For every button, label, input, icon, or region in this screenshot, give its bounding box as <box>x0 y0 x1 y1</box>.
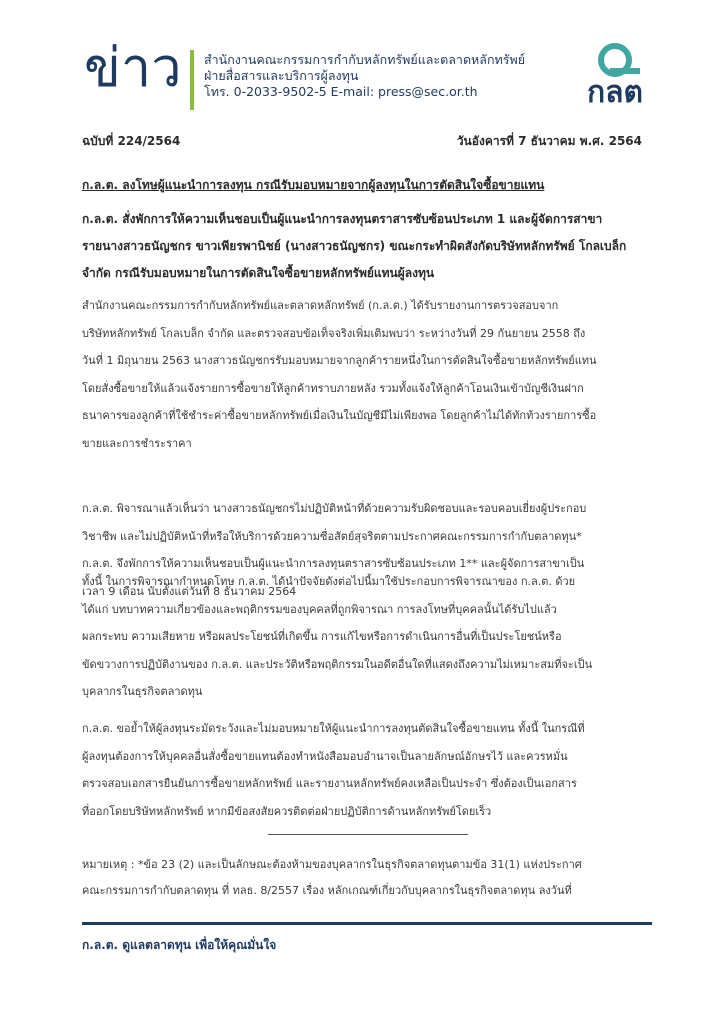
paragraph-line: ที่ออกโดยบริษัทหลักทรัพย์ หากมีข้อสงสัยควรติดต่อฝ่ายปฏิบัติการด้านหลักทรัพย์โดยเร็ว <box>82 804 492 818</box>
masthead-title: ข่าว <box>84 36 182 99</box>
paragraph-line: เวลา 9 เดือน นับตั้งแต่วันที่ 8 ธันวาคม 2564 <box>82 584 297 598</box>
footnote-line: หมายเหตุ : *ข้อ 23 (2) และเป็นลักษณะต้องห้ามของบุคลากรในธุรกิจตลาดทุนตามข้อ 31(1) แห่งประกาศ <box>82 858 582 871</box>
body-paragraph-1 <box>82 292 657 457</box>
footnote-line: คณะกรรมการกำกับตลาดทุน ที่ ทลธ. 8/2557 เรื่อง หลักเกณฑ์เกี่ยวกับบุคลากรในธุรกิจตลาดทุน ลงวันที่ <box>82 884 572 897</box>
logo-text: กลต <box>586 75 644 110</box>
paragraph-line: วันที่ 1 มิถุนายน 2563 นางสาวธนัญชกรรับมอบหมายจากลูกค้ารายหนึ่งในการตัดสินใจซื้อขายหลักทรัพย์แทน <box>82 354 597 367</box>
paragraph-line: วิชาชีพ และไม่ปฏิบัติหน้าที่หรือให้บริการด้วยความซื่อสัตย์สุจริตตามประกาศคณะกรรมการกำกับตลาดทุน* <box>82 529 582 543</box>
footer-slogan: ก.ล.ต. ดูแลตลาดทุน เพื่อให้คุณมั่นใจ <box>82 938 277 952</box>
section-divider <box>268 834 468 835</box>
paragraph-line: ธนาคารของลูกค้าที่ใช้ชำระค่าซื้อขายหลักทรัพย์เมื่อเงินในบัญชีมีไม่เพียงพอ โดยลูกค้าไม่ได้ทักท้วงรายการซื้อ <box>82 409 597 422</box>
paragraph-line: บุคลากรในธุรกิจตลาดทุน <box>82 685 203 698</box>
paragraph-line: โดยสั่งซื้อขายให้แล้วแจ้งรายการซื้อขายให้ลูกค้าทราบภายหลัง รวมทั้งแจ้งให้ลูกค้าโอนเงินเข้าบัญชีเงินฝาก <box>82 381 584 395</box>
office-block <box>204 52 525 100</box>
paragraph-line: ได้แก่ บทบาทความเกี่ยวข้องและพฤติกรรมของบุคคลที่ถูกพิจารณา การลงโทษที่บุคคลนั้นได้รับไปแล้ว <box>82 602 557 616</box>
sec-logo <box>580 42 650 114</box>
paragraph-line: ตรวจสอบเอกสารยืนยันการซื้อขายหลักทรัพย์ และรายงานหลักทรัพย์คงเหลือเป็นประจำ ซึ่งต้องเป็นเอกสาร <box>82 777 577 790</box>
paragraph-line: ขัดขวางการปฏิบัติงานของ ก.ล.ต. และประวัติหรือพฤติกรรมในอดีตอื่นใดที่แสดงถึงความไม่เหมาะสมที่จะเป็น <box>82 657 593 671</box>
paragraph-line: ขายและการชำระราคา <box>82 436 192 450</box>
paragraph-line: บริษัทหลักทรัพย์ โกลเบล็ก จำกัด และตรวจสอบข้อเท็จจริงเพิ่มเติมพบว่า ระหว่างวันที่ 29 กันยายน 2558 ถึง <box>82 326 586 340</box>
accent-bar <box>190 50 194 110</box>
department-name: ฝ่ายสื่อสารและบริการผู้ลงทุน <box>204 68 359 83</box>
footnote <box>82 852 657 904</box>
paragraph-line: ก.ล.ต. ขอย้ำให้ผู้ลงทุนระมัดระวังและไม่มอบหมายให้ผู้แนะนำการลงทุนตัดสินใจซื้อขายแทน ทั้งนี้ ในกรณีที่ <box>82 722 585 735</box>
contact-line: โทร. 0-2033-9502-5 E-mail: press@sec.or.th <box>204 84 478 99</box>
paragraph-line: สำนักงานคณะกรรมการกำกับหลักทรัพย์และตลาดหลักทรัพย์ (ก.ล.ต.) ได้รับรายงานการตรวจสอบจาก <box>82 299 559 312</box>
paragraph-line: ทั้งนี้ ในการพิจารณากำหนดโทษ ก.ล.ต. ได้นำปัจจัยดังต่อไปนี้มาใช้ประกอบการพิจารณาของ ก.ล.ต. ด้วย <box>82 575 576 588</box>
headline: ก.ล.ต. ลงโทษผู้แนะนำการลงทุน กรณีรับมอบหมายจากผู้ลงทุนในการตัดสินใจซื้อขายแทน <box>82 178 545 192</box>
subheadline-line: รายนางสาวธนัญชกร ขาวเพียรพานิชย์ (นางสาวธนัญชกร) ขณะกระทำผิดสังกัดบริษัทหลักทรัพย์ โกลเบล็ก <box>82 239 627 253</box>
footer-rule <box>82 922 652 925</box>
issue-date: วันอังคารที่ 7 ธันวาคม พ.ศ. 2564 <box>456 134 642 148</box>
letterhead <box>0 0 724 115</box>
subheadline <box>82 206 652 287</box>
subheadline-line: จำกัด กรณีรับมอบหมายในการตัดสินใจซื้อขายหลักทรัพย์แทนผู้ลงทุน <box>82 266 435 280</box>
office-name: สำนักงานคณะกรรมการกำกับหลักทรัพย์และตลาดหลักทรัพย์ <box>204 52 526 67</box>
issue-number: ฉบับที่ 224/2564 <box>82 134 181 148</box>
subheadline-line: ก.ล.ต. สั่งพักการให้ความเห็นชอบเป็นผู้แนะนำการลงทุนตราสารซับซ้อนประเภท 1 และผู้จัดการสาขา <box>82 212 603 226</box>
paragraph-line: ผลกระทบ ความเสียหาย หรือผลประโยชน์ที่เกิดขึ้น การแก้ไขหรือการดำเนินการอื่นที่เป็นประโยชน์หรือ <box>82 630 562 643</box>
body-paragraph-3 <box>82 568 657 706</box>
paragraph-line: ก.ล.ต. พิจารณาแล้วเห็นว่า นางสาวธนัญชกรไม่ปฏิบัติหน้าที่ด้วยความรับผิดชอบและรอบคอบเยี่ยงผู้ประกอบ <box>82 502 587 515</box>
paragraph-line: ก.ล.ต. จึงพักการให้ความเห็นชอบเป็นผู้แนะนำการลงทุนตราสารซับซ้อนประเภท 1** และผู้จัดการสาขาเป็น <box>82 557 585 570</box>
paragraph-line: ผู้ลงทุนต้องการให้บุคคลอื่นสั่งซื้อขายแทนต้องทำหนังสือมอบอำนาจเป็นลายลักษณ์อักษรไว้ และควรหมั่น <box>82 749 568 763</box>
body-paragraph-4 <box>82 715 657 825</box>
